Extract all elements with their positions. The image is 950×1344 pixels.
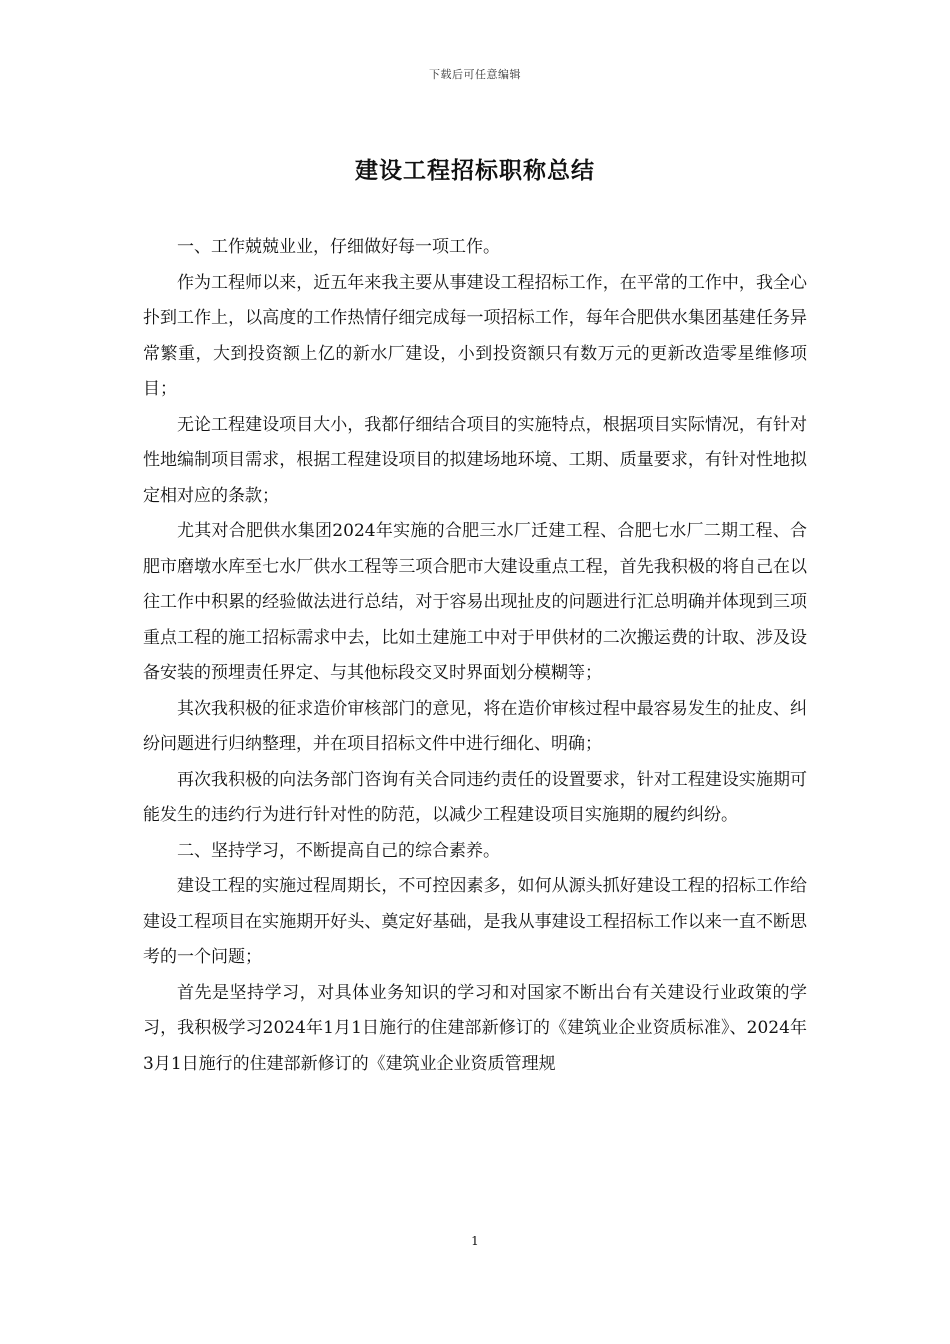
body-paragraph: 其次我积极的征求造价审核部门的意见，将在造价审核过程中最容易发生的扯皮、纠纷问题进行归纳整理，并在项目招标文件中进行细化、明确；: [143, 698, 807, 754]
body-paragraph: 建设工程的实施过程周期长，不可控因素多，如何从源头抓好建设工程的招标工作给建设工程项目在实施期开好头、奠定好基础，是我从事建设工程招标工作以来一直不断思考的一个问题；: [143, 876, 807, 967]
body-paragraph: 尤其对合肥供水集团2024年实施的合肥三水厂迁建工程、合肥七水厂二期工程、合肥市磨墩水库至七水厂供水工程等三项合肥市大建设重点工程，首先我积极的将自己在以往工作中积累的经验做法进行总结，对于容易出现扯皮的问题进行汇总明确并体现到三项重点工程的施工招标需求中去，比如土建施工中对于甲供材的二次搬运费的计取、涉及设备安装的预埋责任界定、与其他标段交叉时界面划分模糊等；: [143, 521, 807, 683]
section-heading-1: 一、工作兢兢业业，仔细做好每一项工作。: [177, 237, 500, 257]
body-paragraph: 无论工程建设项目大小，我都仔细结合项目的实施特点，根据项目实际情况，有针对性地编制项目需求，根据工程建设项目的拟建场地环境、工期、质量要求，有针对性地拟定相对应的条款；: [143, 414, 807, 506]
page-header: 下载后可任意编辑: [429, 68, 521, 81]
body-paragraph: 作为工程师以来，近五年来我主要从事建设工程招标工作，在平常的工作中，我全心扑到工作上，以高度的工作热情仔细完成每一项招标工作，每年合肥供水集团基建任务异常繁重，大到投资额上亿的新水厂建设，小到投资额只有数万元的更新改造零星维修项目；: [143, 272, 807, 399]
section-heading-2: 二、坚持学习，不断提高自己的综合素养。: [177, 840, 500, 861]
body-paragraph: 再次我积极的向法务部门咨询有关合同违约责任的设置要求，针对工程建设实施期可能发生的违约行为进行针对性的防范，以减少工程建设项目实施期的履约纠纷。: [143, 769, 807, 825]
page-number: 1: [471, 1234, 479, 1248]
document-body: [143, 230, 807, 1082]
body-paragraph: 首先是坚持学习，对具体业务知识的学习和对国家不断出台有关建设行业政策的学习，我积极学习2024年1月1日施行的住建部新修订的《建筑业企业资质标准》、2024年3月1日施行的住建部新修订的《建筑业企业资质管理规: [143, 982, 807, 1074]
document-title: 建设工程招标职称总结: [355, 157, 595, 184]
